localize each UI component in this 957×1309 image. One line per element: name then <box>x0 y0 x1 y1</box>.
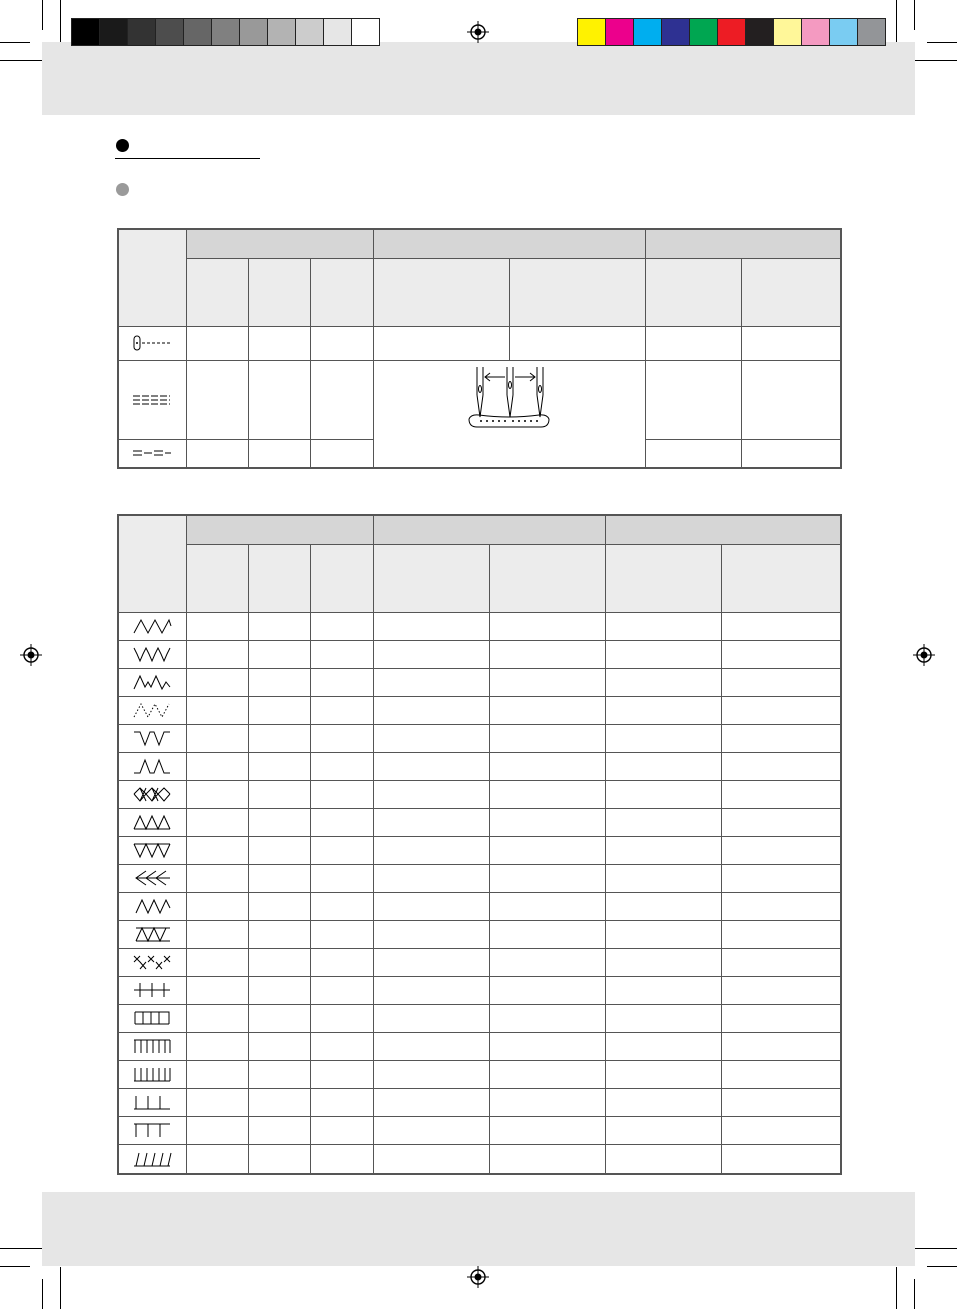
table-cell <box>721 752 841 780</box>
color-swatch <box>71 18 100 46</box>
table-cell <box>248 948 310 976</box>
table-cell <box>489 864 605 892</box>
table-cell <box>605 1116 721 1144</box>
table-cell <box>605 1144 721 1174</box>
sub-header <box>373 258 509 326</box>
table-cell <box>186 948 248 976</box>
zigzag-stitch-table <box>117 514 842 1175</box>
table-row <box>118 836 841 864</box>
twin-needle-illustration <box>373 360 645 468</box>
table-cell <box>248 892 310 920</box>
table-row <box>118 640 841 668</box>
table-cell <box>186 696 248 724</box>
table-cell <box>605 1004 721 1032</box>
table-cell <box>310 976 373 1004</box>
color-swatch <box>183 18 212 46</box>
table-row <box>118 1004 841 1032</box>
table-cell <box>310 752 373 780</box>
table-row <box>118 948 841 976</box>
double-straight-stitch-icon <box>118 439 186 468</box>
table-cell <box>248 612 310 640</box>
table-cell <box>721 1060 841 1088</box>
table-cell <box>186 864 248 892</box>
table-cell <box>721 836 841 864</box>
group-header <box>373 515 605 544</box>
table-cell <box>373 1032 489 1060</box>
table-cell <box>605 612 721 640</box>
crop-mark <box>896 1267 897 1309</box>
table-cell <box>489 668 605 696</box>
table-cell <box>186 808 248 836</box>
crop-mark <box>60 0 61 42</box>
black-dot-icon <box>116 139 129 152</box>
table-cell <box>310 892 373 920</box>
table-cell <box>248 920 310 948</box>
table-cell <box>605 1060 721 1088</box>
table-cell <box>721 1032 841 1060</box>
sub-header <box>310 258 373 326</box>
table-cell <box>373 1144 489 1174</box>
table-row <box>118 864 841 892</box>
table-cell <box>489 1032 605 1060</box>
table-cell <box>310 1004 373 1032</box>
table-cell <box>489 1144 605 1174</box>
table-cell <box>489 948 605 976</box>
table-cell <box>373 1060 489 1088</box>
table-cell <box>186 668 248 696</box>
table-row <box>118 1116 841 1144</box>
table-cell <box>248 668 310 696</box>
table-cell <box>310 668 373 696</box>
table-cell <box>186 752 248 780</box>
table-row <box>118 360 841 439</box>
color-swatch <box>211 18 240 46</box>
color-swatch <box>155 18 184 46</box>
table-cell <box>605 668 721 696</box>
footer-band <box>42 1192 915 1266</box>
table-cell <box>248 836 310 864</box>
table-cell <box>373 612 489 640</box>
table-cell <box>721 612 841 640</box>
sub-header <box>248 258 310 326</box>
table-row <box>118 976 841 1004</box>
cross-stitch-icon <box>118 948 186 976</box>
color-swatch <box>857 18 886 46</box>
table-cell <box>186 836 248 864</box>
table-row <box>118 724 841 752</box>
table-cell <box>605 780 721 808</box>
table-cell <box>248 1116 310 1144</box>
table-cell <box>310 836 373 864</box>
table-cell <box>605 920 721 948</box>
table-cell <box>489 752 605 780</box>
color-swatch <box>267 18 296 46</box>
sub-header <box>373 544 489 612</box>
serpentine-zigzag-icon <box>118 668 186 696</box>
crop-mark <box>927 1266 957 1267</box>
table-cell <box>186 1116 248 1144</box>
table-cell <box>489 1116 605 1144</box>
table-cell <box>248 640 310 668</box>
table-cell <box>248 752 310 780</box>
straight-stitch-table <box>117 228 842 469</box>
table-cell <box>310 948 373 976</box>
table-cell <box>721 1088 841 1116</box>
table-cell <box>489 808 605 836</box>
table-cell <box>605 640 721 668</box>
color-swatch <box>717 18 746 46</box>
sub-header <box>721 544 841 612</box>
table-cell <box>186 724 248 752</box>
table-cell <box>605 808 721 836</box>
table-row <box>118 780 841 808</box>
table-cell <box>310 808 373 836</box>
table-cell <box>248 808 310 836</box>
crop-mark <box>42 1279 43 1309</box>
table-row <box>118 808 841 836</box>
blind-hem-inverted-icon <box>118 752 186 780</box>
table-cell <box>721 724 841 752</box>
table-cell <box>248 976 310 1004</box>
table-cell <box>721 976 841 1004</box>
table-cell <box>373 696 489 724</box>
table-cell <box>373 752 489 780</box>
table-cell <box>605 1032 721 1060</box>
crop-mark <box>927 42 957 43</box>
table-row <box>118 1088 841 1116</box>
table-cell <box>373 892 489 920</box>
color-swatch <box>773 18 802 46</box>
blind-hem-v-icon <box>118 724 186 752</box>
arrow-chevron-icon <box>118 864 186 892</box>
table-cell <box>605 976 721 1004</box>
table-cell <box>373 948 489 976</box>
table-cell <box>721 640 841 668</box>
table-cell <box>489 892 605 920</box>
table-cell <box>310 640 373 668</box>
table-cell <box>310 696 373 724</box>
table-cell <box>489 640 605 668</box>
registration-mark-icon <box>467 1266 489 1288</box>
heading-underline <box>115 158 260 159</box>
sub-header <box>248 544 310 612</box>
comb-open-icon <box>118 1060 186 1088</box>
table-cell <box>248 1032 310 1060</box>
table-row <box>118 612 841 640</box>
table-row <box>118 1060 841 1088</box>
table-cell <box>186 640 248 668</box>
table-cell <box>373 780 489 808</box>
group-header <box>373 229 645 258</box>
table-cell <box>373 976 489 1004</box>
table-row <box>118 1032 841 1060</box>
table-cell <box>605 752 721 780</box>
table-cell <box>310 1116 373 1144</box>
color-swatch <box>829 18 858 46</box>
color-swatch <box>99 18 128 46</box>
table-cell <box>248 724 310 752</box>
crop-mark <box>914 0 915 30</box>
table-cell <box>186 1144 248 1174</box>
table-cell <box>186 920 248 948</box>
crop-mark <box>0 1266 30 1267</box>
table-cell <box>489 1088 605 1116</box>
table-cell <box>186 976 248 1004</box>
table-cell <box>373 1004 489 1032</box>
grey-dot-icon <box>116 183 129 196</box>
table-cell <box>605 948 721 976</box>
table-cell <box>373 668 489 696</box>
table-cell <box>310 1144 373 1174</box>
table-cell <box>489 724 605 752</box>
group-header <box>645 229 841 258</box>
table-cell <box>248 864 310 892</box>
hem-ladder-icon <box>118 1088 186 1116</box>
sub-header <box>186 258 248 326</box>
ladder-box-icon <box>118 1004 186 1032</box>
color-swatch <box>351 18 380 46</box>
crop-mark <box>42 0 43 30</box>
table-cell <box>605 892 721 920</box>
table-cell <box>489 836 605 864</box>
table-cell <box>489 920 605 948</box>
table-cell <box>605 724 721 752</box>
table-cell <box>186 1032 248 1060</box>
sub-header <box>186 544 248 612</box>
table-cell <box>248 1004 310 1032</box>
cross-zigzag-icon <box>118 780 186 808</box>
sub-header <box>489 544 605 612</box>
table-cell <box>721 864 841 892</box>
registration-mark-icon <box>467 21 489 43</box>
table-row <box>118 1144 841 1174</box>
triangle-up-icon <box>118 808 186 836</box>
color-swatch <box>127 18 156 46</box>
table-cell <box>373 1116 489 1144</box>
triple-straight-stitch-icon <box>118 360 186 439</box>
table-row <box>118 668 841 696</box>
table-cell <box>721 1004 841 1032</box>
table-cell <box>605 1088 721 1116</box>
color-swatch <box>689 18 718 46</box>
crop-mark <box>0 60 42 61</box>
color-swatch <box>661 18 690 46</box>
table-cell <box>186 612 248 640</box>
table-cell <box>373 640 489 668</box>
sub-header <box>310 544 373 612</box>
sub-header <box>645 258 741 326</box>
table-cell <box>721 780 841 808</box>
table-cell <box>373 836 489 864</box>
dotted-zigzag-icon <box>118 696 186 724</box>
table-cell <box>489 1004 605 1032</box>
color-swatch <box>323 18 352 46</box>
color-swatch <box>239 18 268 46</box>
color-swatch <box>295 18 324 46</box>
zigzag-icon <box>118 612 186 640</box>
table-row <box>118 752 841 780</box>
straight-stitch-dashed-icon <box>118 326 186 360</box>
table-cell <box>721 696 841 724</box>
table-cell <box>310 1060 373 1088</box>
table-cell <box>310 724 373 752</box>
header-band <box>42 42 915 115</box>
table-cell <box>489 976 605 1004</box>
color-swatch <box>801 18 830 46</box>
overlock-zigzag-icon <box>118 920 186 948</box>
group-header <box>186 229 373 258</box>
table-cell <box>248 1088 310 1116</box>
table-row <box>118 326 841 360</box>
table-cell <box>186 892 248 920</box>
stitch-column-header <box>118 229 186 326</box>
table-cell <box>310 920 373 948</box>
triangle-down-icon <box>118 836 186 864</box>
inverted-ladder-icon <box>118 1116 186 1144</box>
stitch-column-header <box>118 515 186 612</box>
table-cell <box>186 1004 248 1032</box>
table-cell <box>310 612 373 640</box>
comb-stitch-icon <box>118 1032 186 1060</box>
table-cell <box>310 864 373 892</box>
table-cell <box>721 948 841 976</box>
table-cell <box>373 808 489 836</box>
table-cell <box>373 920 489 948</box>
table-cell <box>721 668 841 696</box>
table-row <box>118 892 841 920</box>
crop-mark <box>60 1267 61 1309</box>
table-cell <box>605 696 721 724</box>
table-cell <box>186 780 248 808</box>
crop-mark <box>914 1279 915 1309</box>
table-cell <box>248 780 310 808</box>
group-header <box>605 515 841 544</box>
table-cell <box>489 696 605 724</box>
sub-header <box>509 258 645 326</box>
table-cell <box>721 808 841 836</box>
table-cell <box>373 1088 489 1116</box>
color-swatch <box>605 18 634 46</box>
color-swatch <box>577 18 606 46</box>
feather-zigzag-icon <box>118 892 186 920</box>
table-cell <box>373 724 489 752</box>
crop-mark <box>915 1248 957 1249</box>
table-cell <box>373 864 489 892</box>
table-cell <box>721 920 841 948</box>
table-cell <box>310 1032 373 1060</box>
cross-line-icon <box>118 976 186 1004</box>
group-header <box>186 515 373 544</box>
table-cell <box>248 696 310 724</box>
table-row <box>118 696 841 724</box>
crop-mark <box>915 60 957 61</box>
table-cell <box>489 780 605 808</box>
table-cell <box>248 1060 310 1088</box>
table-cell <box>310 1088 373 1116</box>
table-cell <box>489 1060 605 1088</box>
table-cell <box>721 892 841 920</box>
sub-header <box>741 258 841 326</box>
table-cell <box>186 1060 248 1088</box>
table-cell <box>721 1144 841 1174</box>
table-row <box>118 920 841 948</box>
crop-mark <box>0 1248 42 1249</box>
table-cell <box>605 836 721 864</box>
table-cell <box>489 612 605 640</box>
table-cell <box>310 780 373 808</box>
multi-step-zigzag-icon <box>118 640 186 668</box>
slant-bar-icon <box>118 1144 186 1174</box>
registration-mark-icon <box>913 644 935 666</box>
color-swatch <box>745 18 774 46</box>
table-cell <box>605 864 721 892</box>
sub-header <box>605 544 721 612</box>
crop-mark <box>896 0 897 42</box>
table-cell <box>186 1088 248 1116</box>
table-cell <box>721 1116 841 1144</box>
crop-mark <box>0 42 30 43</box>
color-swatch <box>633 18 662 46</box>
table-cell <box>248 1144 310 1174</box>
registration-mark-icon <box>20 644 42 666</box>
